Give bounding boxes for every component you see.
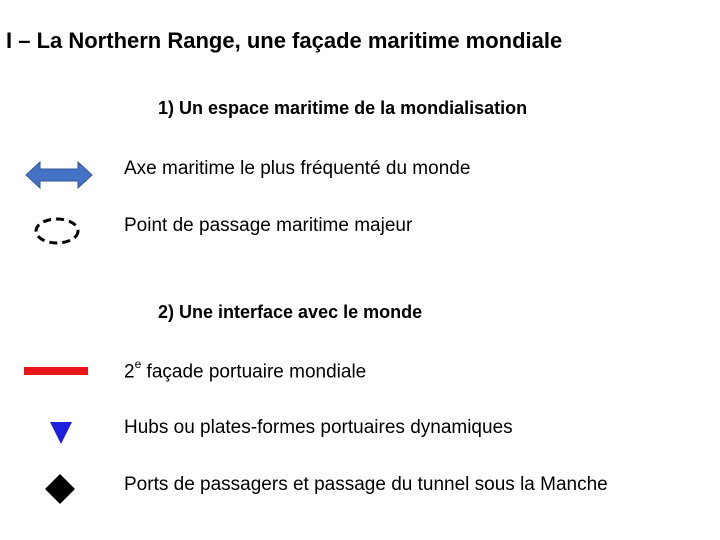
facade-label-text: façade portuaire mondiale bbox=[141, 361, 367, 383]
red-bar-icon bbox=[24, 367, 88, 375]
page-title: I – La Northern Range, une façade maritime mondiale bbox=[6, 28, 563, 53]
blue-triangle-icon bbox=[48, 420, 74, 446]
legend-label-port-facade bbox=[124, 359, 366, 383]
black-diamond-icon bbox=[43, 472, 77, 506]
section-heading-interface: 2) Une interface avec le monde bbox=[158, 302, 423, 322]
section-heading-maritime-space: 1) Un espace maritime de la mondialisation bbox=[158, 98, 528, 118]
facade-rank-number: 2 bbox=[124, 361, 135, 383]
legend-label-hubs: Hubs ou plates-formes portuaires dynamiques bbox=[124, 417, 513, 438]
legend-label-passenger-ports: Ports de passagers et passage du tunnel sous la Manche bbox=[124, 474, 608, 495]
dashed-ellipse-icon bbox=[32, 215, 82, 249]
legend-label-passage-point: Point de passage maritime majeur bbox=[124, 215, 413, 236]
double-arrow-icon bbox=[24, 157, 94, 193]
legend-label-main-axis: Axe maritime le plus fréquenté du monde bbox=[124, 158, 471, 179]
facade-rank-suffix: e bbox=[134, 357, 142, 371]
